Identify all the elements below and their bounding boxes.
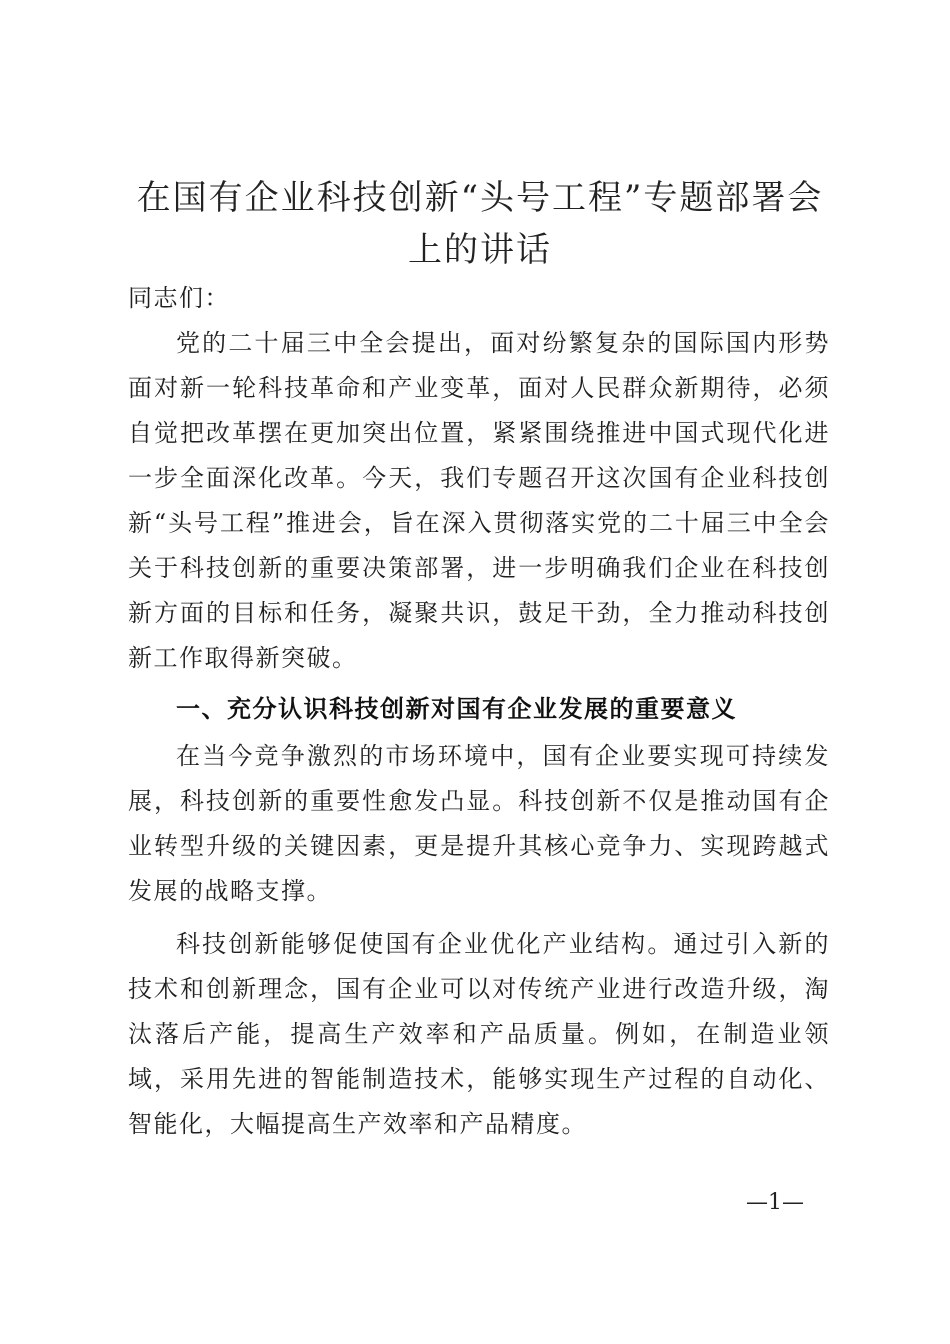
page-number: —1— (746, 1190, 804, 1215)
document-body (128, 276, 830, 1147)
section-paragraph-2: 科技创新能够促使国有企业优化产业结构。通过引入新的技术和创新理念，国有企业可以对传统产业进行改造升级，淘汰落后产能，提高生产效率和产品质量。例如，在制造业领域，采用先进的智能制造技术，能够实现生产过程的自动化、智能化，大幅提高生产效率和产品精度。 (128, 930, 830, 1138)
section-paragraph-1: 在当今竞争激烈的市场环境中，国有企业要实现可持续发展，科技创新的重要性愈发凸显。科技创新不仅是推动国有企业转型升级的关键因素，更是提升其核心竞争力、实现跨越式发展的战略支撑。 (128, 742, 830, 905)
intro-paragraph: 党的二十届三中全会提出，面对纷繁复杂的国际国内形势面对新一轮科技革命和产业变革，面对人民群众新期待，必须自觉把改革摆在更加突出位置，紧紧围绕推进中国式现代化进一步全面深化改革。今天，我们专题召开这次国有企业科技创新“头号工程”推进会，旨在深入贯彻落实党的二十届三中全会关于科技创新的重要决策部署，进一步明确我们企业在科技创新方面的目标和任务，凝聚共识，鼓足干劲，全力推动科技创新工作取得新突破。 (128, 329, 830, 672)
document-title: 在国有企业科技创新“头号工程”专题部署会上的讲话 (136, 178, 824, 270)
section-heading: 一、充分认识科技创新对国有企业发展的重要意义 (176, 695, 737, 723)
salutation: 同志们： (128, 284, 230, 312)
